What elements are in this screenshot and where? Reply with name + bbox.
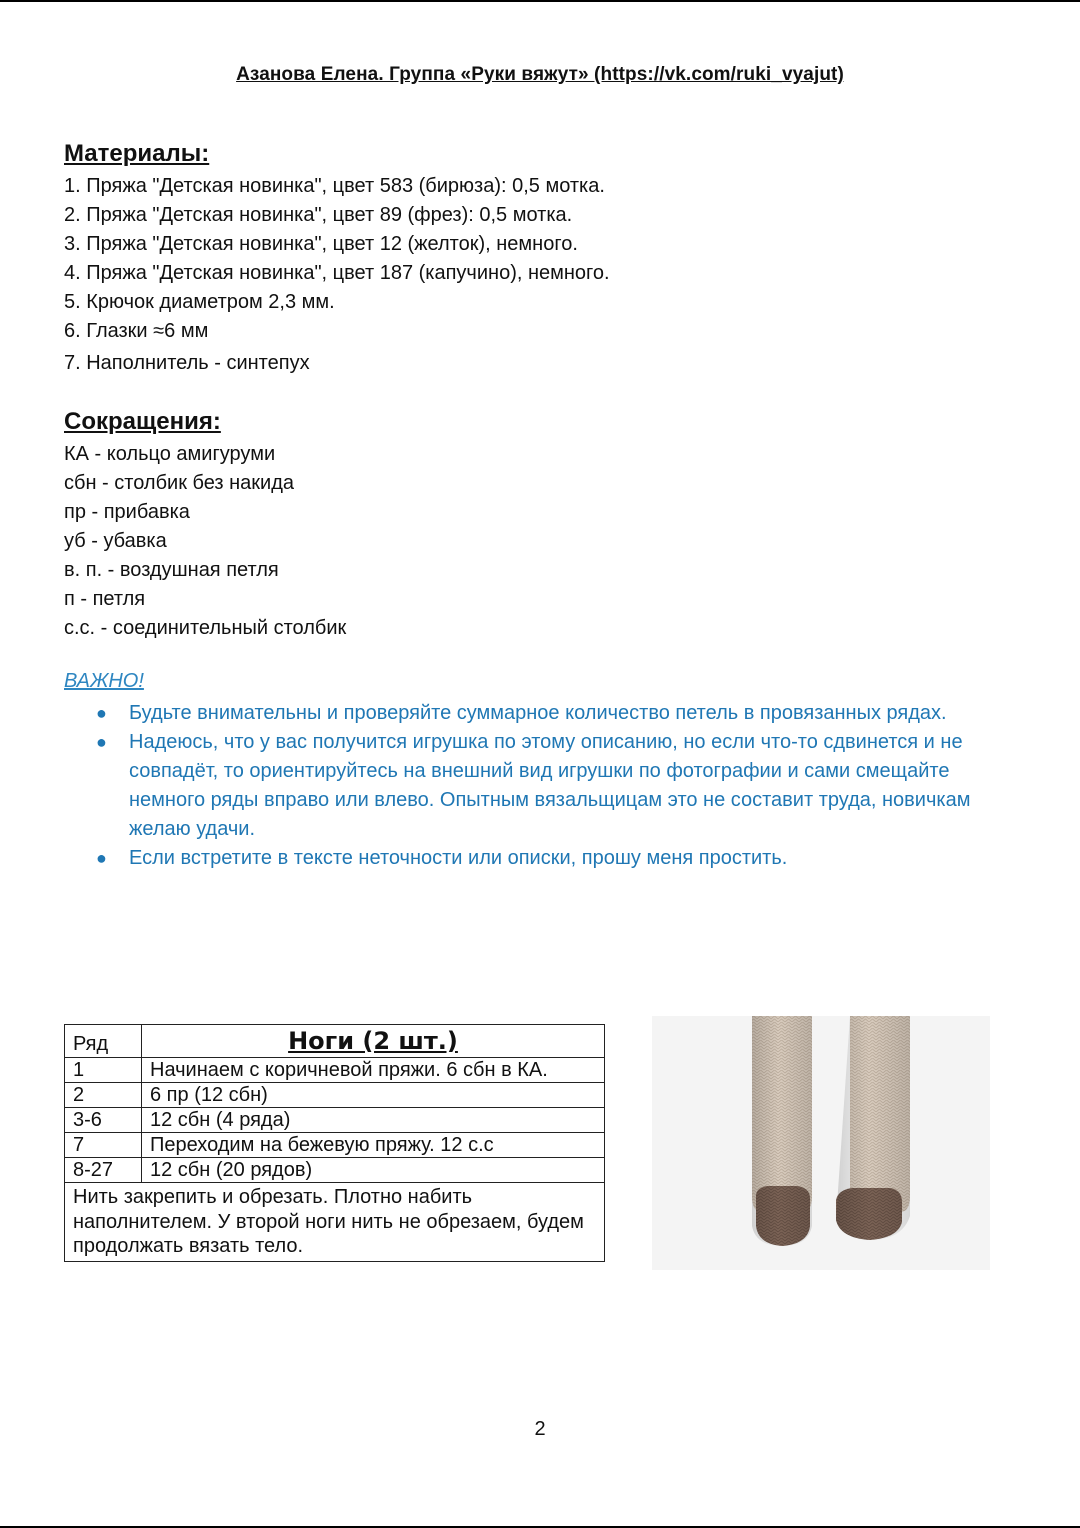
list-item: п - петля (64, 588, 146, 610)
row-number: 7 (65, 1133, 142, 1158)
bullet-icon: ● (96, 848, 107, 868)
important-text: Надеюсь, что у вас получится игрушка по этому описанию, но если что-то сдвинется и не совпадёт, то ориентируйтесь на внешний вид игрушки по фотографии и сами смещайте немного ряды вправо или влево. Опытным вязальщицам это не составит труда, новичкам желаю удачи. (129, 731, 971, 840)
list-item (96, 728, 1006, 844)
list-item: с.с. - соединительный столбик (64, 617, 347, 639)
table-row (65, 1133, 605, 1158)
table-row (65, 1058, 605, 1083)
row-instruction: 12 сбн (20 рядов) (142, 1158, 605, 1183)
materials-list (64, 172, 610, 378)
list-item: 1. Пряжа "Детская новинка", цвет 583 (бирюза): 0,5 мотка. (64, 175, 605, 197)
list-item: пр - прибавка (64, 501, 190, 523)
abbreviations-list (64, 440, 346, 643)
table-note: Нить закрепить и обрезать. Плотно набить наполнителем. У второй ноги нить не обрезаем, будем продолжать вязать тело. (65, 1183, 605, 1262)
bullet-icon: ● (96, 703, 107, 723)
list-item (96, 844, 1006, 873)
row-number: 1 (65, 1058, 142, 1083)
list-item: 6. Глазки ≈6 мм (64, 320, 209, 342)
list-item: КА - кольцо амигуруми (64, 443, 276, 465)
list-item: 5. Крючок диаметром 2,3 мм. (64, 291, 335, 313)
table-row (65, 1158, 605, 1183)
row-instruction: 12 сбн (4 ряда) (142, 1108, 605, 1133)
row-column-header: Ряд (65, 1025, 142, 1058)
important-list (96, 699, 1006, 873)
list-item (96, 699, 1006, 728)
crochet-legs-photo (652, 1016, 990, 1270)
list-item: 3. Пряжа "Детская новинка", цвет 12 (желток), немного. (64, 233, 578, 255)
row-number: 2 (65, 1083, 142, 1108)
list-item: 2. Пряжа "Детская новинка", цвет 89 (фрез): 0,5 мотка. (64, 204, 573, 226)
materials-title: Материалы: (64, 140, 210, 167)
list-item: 4. Пряжа "Детская новинка", цвет 187 (капучино), немного. (64, 262, 610, 284)
important-text: Если встретите в тексте неточности или описки, прошу меня простить. (129, 847, 788, 869)
list-item: уб - убавка (64, 530, 167, 552)
row-number: 3-6 (65, 1108, 142, 1133)
table-title: Ноги (2 шт.) (142, 1025, 605, 1058)
row-number: 8-27 (65, 1158, 142, 1183)
row-instruction: 6 пр (12 сбн) (142, 1083, 605, 1108)
table-row (65, 1083, 605, 1108)
list-item: в. п. - воздушная петля (64, 559, 279, 581)
page-number: 2 (534, 1418, 546, 1440)
table-row (65, 1108, 605, 1133)
table-note-row (65, 1183, 605, 1262)
photo-background (652, 1016, 990, 1270)
row-instruction: Переходим на бежевую пряжу. 12 с.с (142, 1133, 605, 1158)
abbreviations-title: Сокращения: (64, 408, 221, 435)
document-header: Азанова Елена. Группа «Руки вяжут» (https://vk.com/ruki_vyajut) (236, 64, 844, 85)
left-leg (752, 1016, 812, 1246)
important-title: ВАЖНО! (64, 670, 144, 692)
list-item: 7. Наполнитель - синтепух (64, 352, 310, 374)
table-header-row (65, 1025, 605, 1058)
important-text: Будьте внимательны и проверяйте суммарное количество петель в провязанных рядах. (129, 702, 947, 724)
bullet-icon: ● (96, 732, 107, 752)
row-instruction: Начинаем с коричневой пряжи. 6 сбн в КА. (142, 1058, 605, 1083)
legs-table (64, 1024, 605, 1262)
list-item: сбн - столбик без накида (64, 472, 295, 494)
